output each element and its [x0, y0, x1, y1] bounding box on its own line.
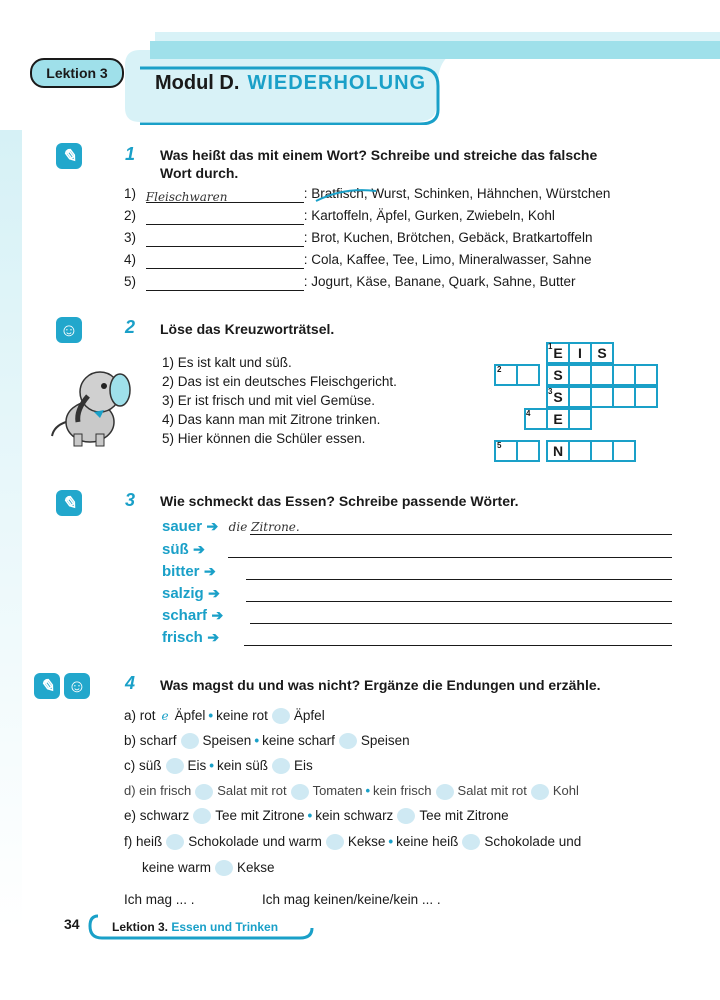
- task4-instruction: Was magst du und was nicht? Ergänze die Endungen und erzähle.: [160, 677, 601, 693]
- arrow-right-icon: ➔: [211, 607, 224, 623]
- answer-blank[interactable]: [146, 188, 304, 203]
- phrase: Salat mit rot: [457, 783, 527, 798]
- crossword-cell[interactable]: [612, 386, 636, 408]
- ending-blank[interactable]: [272, 708, 290, 724]
- bullet-dot: •: [254, 733, 260, 748]
- word-list: Jogurt, Käse, Banane, Quark, Sahne, Butter: [311, 274, 576, 289]
- page-title: [155, 72, 426, 95]
- crossword-cell[interactable]: [568, 440, 592, 462]
- task1-item: 5) : Jogurt, Käse, Banane, Quark, Sahne, Butter: [124, 274, 576, 289]
- bullet-dot: •: [388, 834, 394, 849]
- crossword-cell[interactable]: [590, 440, 614, 462]
- crossword-cell[interactable]: I: [568, 342, 592, 364]
- answer-line[interactable]: [246, 601, 672, 602]
- task1-instruction: [160, 146, 597, 182]
- crossword-cell[interactable]: [516, 364, 540, 386]
- crossword-cell[interactable]: [634, 364, 658, 386]
- word-list: Bratfisch, Wurst, Schinken, Hähnchen, Würstchen: [311, 186, 611, 201]
- pencil-icon: ✎: [56, 490, 82, 516]
- phrase: Eis: [294, 758, 313, 773]
- answer-blank[interactable]: [146, 232, 304, 247]
- crossword-number: 2: [497, 365, 502, 374]
- crossword-cell[interactable]: E: [546, 342, 570, 364]
- ending-blank[interactable]: [215, 860, 233, 876]
- arrow-right-icon: ➔: [206, 518, 219, 534]
- taste-row: [162, 541, 205, 559]
- task3-instruction: Wie schmeckt das Essen? Schreibe passende Wörter.: [160, 493, 519, 509]
- phrase: Tee mit Zitrone: [419, 808, 509, 823]
- crossword-cell[interactable]: N: [546, 440, 570, 462]
- taste-row: [162, 629, 219, 647]
- phrase: keine heiß: [396, 834, 459, 849]
- phrase: keine warm: [142, 860, 212, 875]
- phrase: Äpfel: [293, 708, 325, 723]
- task4-number: 4: [125, 673, 136, 693]
- answer-line[interactable]: [250, 534, 672, 535]
- answer-line[interactable]: [250, 623, 672, 624]
- phrase: Salat mit rot: [217, 783, 287, 798]
- crossword-cell[interactable]: S: [590, 342, 614, 364]
- task1-item: 1) Fleischwaren : Bratfisch, Wurst, Schinken, Hähnchen, Würstchen: [124, 186, 611, 204]
- task1-item: 2) : Kartoffeln, Äpfel, Gurken, Zwiebeln, Kohl: [124, 208, 555, 223]
- ending-blank[interactable]: [272, 758, 290, 774]
- task1-number: 1: [125, 144, 136, 164]
- item-number: 5): [124, 274, 137, 289]
- pair-work-icon: ☺: [56, 317, 82, 343]
- task1-item: 3) : Brot, Kuchen, Brötchen, Gebäck, Bratkartoffeln: [124, 230, 593, 245]
- arrow-right-icon: ➔: [207, 629, 220, 645]
- ending-blank[interactable]: [436, 784, 454, 800]
- ending-blank[interactable]: [291, 784, 309, 800]
- crossword-cell[interactable]: [590, 364, 614, 386]
- bullet-dot: •: [365, 783, 370, 798]
- item-number: 2): [124, 208, 137, 223]
- ending-blank[interactable]: [166, 834, 184, 850]
- task1-instruction-line2: Wort durch.: [160, 165, 239, 181]
- ending-blank[interactable]: [397, 808, 415, 824]
- crossword-cell[interactable]: [590, 386, 614, 408]
- clue: 4) Das kann man mit Zitrone trinken.: [162, 412, 381, 427]
- phrase: d) ein frisch: [124, 783, 192, 798]
- ending-blank[interactable]: [339, 733, 357, 749]
- task4-line-f-cont: [142, 859, 275, 877]
- phrase: kein frisch: [373, 783, 432, 798]
- crossword-cell[interactable]: [634, 386, 658, 408]
- modul-title: WIEDERHOLUNG: [247, 72, 427, 94]
- ending-blank[interactable]: [166, 758, 184, 774]
- handwritten-ending: e: [161, 709, 169, 723]
- phrase: b) scharf: [124, 733, 177, 748]
- task3-number: 3: [125, 490, 136, 510]
- bullet-dot: •: [209, 758, 215, 773]
- ending-blank[interactable]: [326, 834, 344, 850]
- phrase: Schokolade und warm: [188, 834, 322, 849]
- taste-word: scharf: [162, 607, 208, 624]
- crossword-number: 1: [548, 342, 553, 351]
- pencil-icon: ✎: [56, 143, 82, 169]
- arrow-right-icon: ➔: [193, 541, 205, 557]
- phrase: Schokolade und: [484, 834, 582, 849]
- task4-line-d: [124, 782, 579, 800]
- ending-blank[interactable]: [181, 733, 199, 749]
- crossword-cell[interactable]: S: [546, 386, 570, 408]
- taste-word: bitter: [162, 563, 200, 580]
- clue: 5) Hier können die Schüler essen.: [162, 431, 366, 446]
- item-number: 1): [124, 186, 137, 201]
- phrase: Speisen: [360, 733, 410, 748]
- phrase: c) süß: [124, 758, 162, 773]
- taste-word: frisch: [162, 629, 203, 646]
- task4-line-e: [124, 807, 509, 825]
- phrase: keine rot: [216, 708, 268, 723]
- crossword-number: 4: [526, 409, 531, 418]
- phrase: Kekse: [347, 834, 386, 849]
- item-number: 4): [124, 252, 137, 267]
- taste-word: süß: [162, 541, 189, 558]
- crossword-cell[interactable]: [612, 440, 636, 462]
- crossword-cell[interactable]: [516, 440, 540, 462]
- phrase: Kekse: [237, 860, 275, 875]
- arrow-right-icon: ➔: [203, 563, 216, 579]
- phrase: a) rot: [124, 708, 156, 723]
- answer-line[interactable]: [246, 579, 672, 580]
- summary-left: Ich mag ... .: [124, 892, 195, 907]
- task4-line-a: [124, 707, 325, 725]
- task4-line-c: [124, 757, 313, 775]
- answer-blank[interactable]: [146, 254, 304, 269]
- clue: 1) Es ist kalt und süß.: [162, 355, 292, 370]
- phrase: e) schwarz: [124, 808, 190, 823]
- crossword-number: 3: [548, 387, 553, 396]
- taste-row: [162, 585, 220, 603]
- crossword-cell[interactable]: [612, 364, 636, 386]
- arrow-right-icon: ➔: [208, 585, 220, 601]
- crossword-number: 5: [497, 441, 502, 450]
- crossword-cell[interactable]: E: [546, 408, 570, 430]
- crossword-cell[interactable]: [568, 386, 592, 408]
- phrase: Eis: [187, 758, 207, 773]
- task2-number: 2: [125, 317, 136, 337]
- crossword-first-letter: [546, 342, 570, 364]
- answer-line[interactable]: [228, 557, 672, 558]
- task1-item: 4) : Cola, Kaffee, Tee, Limo, Mineralwasser, Sahne: [124, 252, 592, 267]
- crossword-cell[interactable]: [568, 408, 592, 430]
- clue: 3) Er ist frisch und mit viel Gemüse.: [162, 393, 376, 408]
- pair-work-icon: ☺: [64, 673, 90, 699]
- bullet-dot: •: [307, 808, 313, 823]
- phrase: Tomaten: [312, 783, 363, 798]
- ending-blank[interactable]: [193, 808, 211, 824]
- answer-blank[interactable]: [146, 276, 304, 291]
- page-number: 34: [64, 916, 80, 932]
- crossword-grid: [494, 342, 674, 467]
- footer-title: [112, 920, 278, 934]
- answer-blank[interactable]: [146, 210, 304, 225]
- crossword-cell[interactable]: [568, 364, 592, 386]
- lektion-label: Lektion 3: [30, 58, 124, 88]
- answer-line[interactable]: [244, 645, 672, 646]
- task4-line-f: [124, 833, 581, 851]
- elephant-illustration: [48, 360, 138, 450]
- phrase: kein süß: [217, 758, 269, 773]
- ending-blank[interactable]: [195, 784, 213, 800]
- handwritten-answer: Fleischwaren: [145, 190, 228, 204]
- strike-mark: [314, 185, 384, 205]
- taste-row: [162, 563, 216, 581]
- word-list: Kartoffeln, Äpfel, Gurken, Zwiebeln, Kohl: [311, 208, 555, 223]
- modul-label: Modul D.: [155, 72, 240, 94]
- item-number: 3): [124, 230, 137, 245]
- taste-word: salzig: [162, 585, 204, 602]
- summary-right: Ich mag keinen/keine/kein ... .: [262, 892, 441, 907]
- taste-row: [162, 607, 223, 625]
- bullet-dot: •: [208, 708, 214, 723]
- task2-instruction: Löse das Kreuzworträtsel.: [160, 321, 335, 337]
- crossword-cell[interactable]: S: [546, 364, 570, 386]
- clue: 2) Das ist ein deutsches Fleischgericht.: [162, 374, 397, 389]
- phrase: keine scharf: [262, 733, 335, 748]
- word-list: Cola, Kaffee, Tee, Limo, Mineralwasser, Sahne: [311, 252, 592, 267]
- word-list: Brot, Kuchen, Brötchen, Gebäck, Bratkartoffeln: [311, 230, 593, 245]
- phrase: Kohl: [552, 783, 579, 798]
- taste-word: sauer: [162, 518, 203, 535]
- ending-blank[interactable]: [531, 784, 549, 800]
- left-stripe: [0, 130, 22, 930]
- task4-line-b: [124, 732, 410, 750]
- handwritten-answer: die Zitrone.: [228, 520, 300, 534]
- ending-blank[interactable]: [462, 834, 480, 850]
- phrase: f) heiß: [124, 834, 163, 849]
- phrase: Äpfel: [174, 708, 206, 723]
- footer-lektion: Lektion 3.: [112, 920, 169, 934]
- task1-instruction-line1: Was heißt das mit einem Wort? Schreibe und streiche das falsche: [160, 147, 598, 163]
- phrase: Tee mit Zitrone: [215, 808, 305, 823]
- footer-topic: Essen und Trinken: [171, 920, 279, 934]
- phrase: Speisen: [202, 733, 252, 748]
- phrase: kein schwarz: [315, 808, 394, 823]
- pencil-icon: ✎: [34, 673, 60, 699]
